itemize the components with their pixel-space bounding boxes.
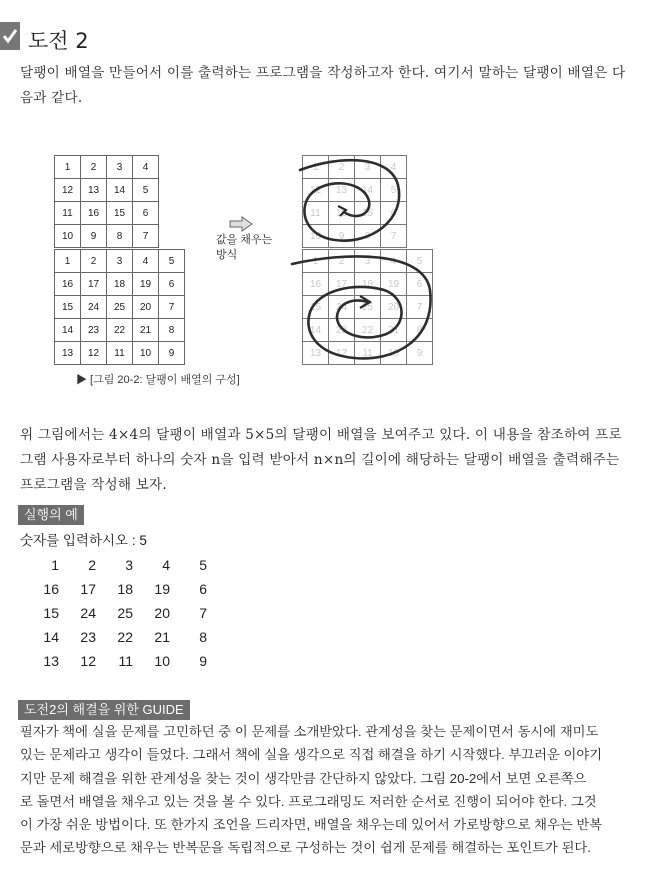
spiral-grid-cell: 6: [381, 202, 407, 225]
output-cell: 18: [117, 581, 133, 597]
spiral-grid-cell: 19: [381, 273, 407, 296]
spiral-grid-cell: 2: [329, 250, 355, 273]
output-cell: 16: [43, 581, 59, 597]
grid-row: [22, 601, 207, 625]
spiral-grid-cell: 1: [303, 156, 329, 179]
grid-cell: 10: [133, 342, 159, 365]
spiral-grid-5x5: [302, 249, 433, 365]
spiral-grid-cell: 22: [355, 319, 381, 342]
output-cell: 2: [88, 557, 96, 573]
grid-cell: 20: [133, 296, 159, 319]
grid-cell: 10: [55, 225, 81, 248]
output-cell: 8: [199, 629, 207, 645]
grid-row: [303, 319, 433, 342]
grid-row: [55, 319, 185, 342]
grid-cell: 12: [55, 179, 81, 202]
output-cell: 9: [199, 653, 207, 669]
grid-cell: 8: [159, 319, 185, 342]
intro-paragraph: 달팽이 배열을 만들어서 이를 출력하는 프로그램을 작성하고자 한다. 여기서 말하는 달팽이 배열은 다음과 같다.: [20, 65, 626, 106]
grid-row: [303, 273, 433, 296]
grid-row: [303, 179, 407, 202]
output-cell: 22: [117, 629, 133, 645]
output-cell: 20: [154, 605, 170, 621]
spiral-grid-cell: 8: [355, 225, 381, 248]
grid-row: [55, 156, 159, 179]
grid-row: [303, 202, 407, 225]
spiral-grid-cell: 23: [329, 319, 355, 342]
grid-cell: 2: [81, 250, 107, 273]
grid-cell: 25: [107, 296, 133, 319]
grid-cell: 24: [81, 296, 107, 319]
grid-cell: 1: [55, 250, 81, 273]
grid-cell: 9: [159, 342, 185, 365]
spiral-grid-cell: 9: [329, 225, 355, 248]
grid-row: [55, 225, 159, 248]
spiral-grid-cell: 1: [303, 250, 329, 273]
grid-cell: 18: [107, 273, 133, 296]
method-label: 값을 채우는 방식: [216, 234, 273, 261]
grid-cell: 14: [107, 179, 133, 202]
grid-cell: 6: [159, 273, 185, 296]
guide-line: 로 돌면서 배열을 채우고 있는 것을 볼 수 있다. 프로그래밍도 저러한 순서로 진행이 되어야 한다. 그것: [20, 793, 597, 809]
spiral-grid-cell: 5: [381, 179, 407, 202]
guide-badge: 도전2의 해결을 위한 GUIDE: [18, 700, 190, 720]
example-output-grid: [22, 553, 207, 673]
input-prompt: 숫자를 입력하시오 : 5: [20, 533, 147, 548]
grid-cell: 22: [107, 319, 133, 342]
example-badge: 실행의 예: [18, 505, 84, 525]
grid-cell: 5: [133, 179, 159, 202]
grid-row: [55, 296, 185, 319]
grid-4x4: [54, 155, 159, 248]
spiral-grid-cell: 16: [329, 202, 355, 225]
grid-5x5: [54, 249, 185, 365]
grid-row: [55, 179, 159, 202]
grid-cell: 16: [55, 273, 81, 296]
output-cell: 21: [154, 629, 170, 645]
grid-row: [55, 273, 185, 296]
guide-line: 필자가 책에 실을 문제를 고민하던 중 이 문제를 소개받았다. 관계성을 찾는 문제이면서 동시에 재미도: [20, 724, 599, 739]
grid-cell: 5: [159, 250, 185, 273]
spiral-grid-cell: 7: [381, 225, 407, 248]
grid-cell: 19: [133, 273, 159, 296]
spiral-grid-cell: 11: [303, 202, 329, 225]
page-title: 도전 2: [28, 29, 89, 53]
grid-cell: 21: [133, 319, 159, 342]
grid-cell: 11: [55, 202, 81, 225]
guide-line: 문과 세로방향으로 채우는 반복문을 독립적으로 구성하는 것이 쉽게 문제를 해결하는 포인트가 된다.: [20, 840, 591, 856]
spiral-grid-cell: 16: [303, 273, 329, 296]
output-cell: 14: [43, 629, 59, 645]
spiral-grid-cell: 2: [329, 156, 355, 179]
grid-cell: 4: [133, 250, 159, 273]
grid-row: [55, 342, 185, 365]
grid-cell: 6: [133, 202, 159, 225]
guide-text: [20, 720, 632, 860]
grid-cell: 7: [133, 225, 159, 248]
grid-cell: 13: [55, 342, 81, 365]
spiral-grid-cell: 13: [303, 342, 329, 365]
spiral-grid-cell: 5: [407, 250, 433, 273]
grid-row: [55, 202, 159, 225]
spiral-grid-cell: 20: [381, 296, 407, 319]
spiral-grid-cell: 13: [329, 179, 355, 202]
grid-cell: 3: [107, 250, 133, 273]
spiral-grid-cell: 17: [329, 273, 355, 296]
output-cell: 10: [154, 653, 170, 669]
grid-cell: 13: [81, 179, 107, 202]
description-paragraph: 위 그림에서는 4×4의 달팽이 배열과 5×5의 달팽이 배열을 보여주고 있다. 이 내용을 참조하여 프로그램 사용자로부터 하나의 숫자 n을 입력 받아서 n×n의 길이에 해당하는 달팽이 배열을 출력해주는 프로그램을 작성해 보자.: [20, 427, 622, 493]
spiral-grid-cell: 14: [303, 319, 329, 342]
grid-cell: 3: [107, 156, 133, 179]
output-cell: 17: [80, 581, 96, 597]
spiral-grid-cell: 4: [381, 156, 407, 179]
grid-cell: 4: [133, 156, 159, 179]
spiral-grid-cell: 3: [355, 250, 381, 273]
spiral-grid-cell: 21: [381, 319, 407, 342]
output-cell: 6: [199, 581, 207, 597]
grid-cell: 1: [55, 156, 81, 179]
grid-row: [303, 156, 407, 179]
spiral-grid-cell: 11: [355, 342, 381, 365]
output-cell: 3: [125, 557, 133, 573]
output-cell: 25: [117, 605, 133, 621]
spiral-grid-cell: 12: [329, 342, 355, 365]
output-cell: 4: [162, 557, 170, 573]
spiral-grid-cell: 24: [329, 296, 355, 319]
grid-row: [22, 553, 207, 577]
guide-line: 지만 문제 해결을 위한 관계성을 찾는 것이 생각만큼 간단하지 않았다. 그림 20-2에서 보면 오른쪽으: [20, 770, 587, 786]
grid-cell: 15: [107, 202, 133, 225]
output-cell: 24: [80, 605, 96, 621]
grid-cell: 2: [81, 156, 107, 179]
spiral-grid-cell: 14: [355, 179, 381, 202]
spiral-grid-cell: 15: [355, 202, 381, 225]
grid-row: [303, 296, 433, 319]
grid-row: [22, 577, 207, 601]
grid-cell: 11: [107, 342, 133, 365]
spiral-grid-cell: 12: [303, 179, 329, 202]
grid-cell: 14: [55, 319, 81, 342]
spiral-grid-cell: 10: [303, 225, 329, 248]
grid-cell: 17: [81, 273, 107, 296]
spiral-grid-4x4: [302, 155, 407, 248]
output-cell: 12: [80, 653, 96, 669]
spiral-grid-cell: 25: [355, 296, 381, 319]
output-cell: 1: [51, 557, 59, 573]
guide-line: 있는 문제라고 생각이 들었다. 그래서 책에 실을 생각으로 직접 해결을 하기 시작했다. 부끄러운 이야기: [20, 747, 603, 763]
grid-cell: 7: [159, 296, 185, 319]
grid-row: [303, 250, 433, 273]
spiral-grid-cell: 3: [355, 156, 381, 179]
grid-row: [303, 342, 433, 365]
output-cell: 5: [199, 557, 207, 573]
check-icon: [3, 28, 17, 44]
spiral-grid-cell: 6: [407, 273, 433, 296]
grid-row: [303, 225, 407, 248]
grid-cell: 23: [81, 319, 107, 342]
output-cell: 15: [43, 605, 59, 621]
grid-row: [22, 625, 207, 649]
grid-cell: 8: [107, 225, 133, 248]
output-cell: 11: [118, 653, 133, 669]
grid-cell: 9: [81, 225, 107, 248]
output-cell: 7: [199, 605, 207, 621]
spiral-grid-cell: 8: [407, 319, 433, 342]
spiral-grid-cell: 4: [381, 250, 407, 273]
output-cell: 23: [80, 629, 96, 645]
grid-row: [22, 649, 207, 673]
section-corner-mark: [0, 22, 20, 50]
grid-row: [55, 250, 185, 273]
spiral-grid-cell: 7: [407, 296, 433, 319]
spiral-grid-cell: 18: [355, 273, 381, 296]
grid-cell: 12: [81, 342, 107, 365]
spiral-grid-cell: 15: [303, 296, 329, 319]
output-cell: 13: [43, 653, 59, 669]
spiral-grid-cell: 10: [381, 342, 407, 365]
grid-cell: 15: [55, 296, 81, 319]
spiral-grid-cell: 9: [407, 342, 433, 365]
figure-caption: ▶ [그림 20-2: 달팽이 배열의 구성]: [76, 374, 240, 386]
guide-line: 이 가장 쉬운 방법이다. 또 한가지 조언을 드리자면, 배열을 채우는데 있어서 가로방향으로 채우는 반복: [20, 817, 603, 833]
output-cell: 19: [154, 581, 170, 597]
grid-cell: 16: [81, 202, 107, 225]
